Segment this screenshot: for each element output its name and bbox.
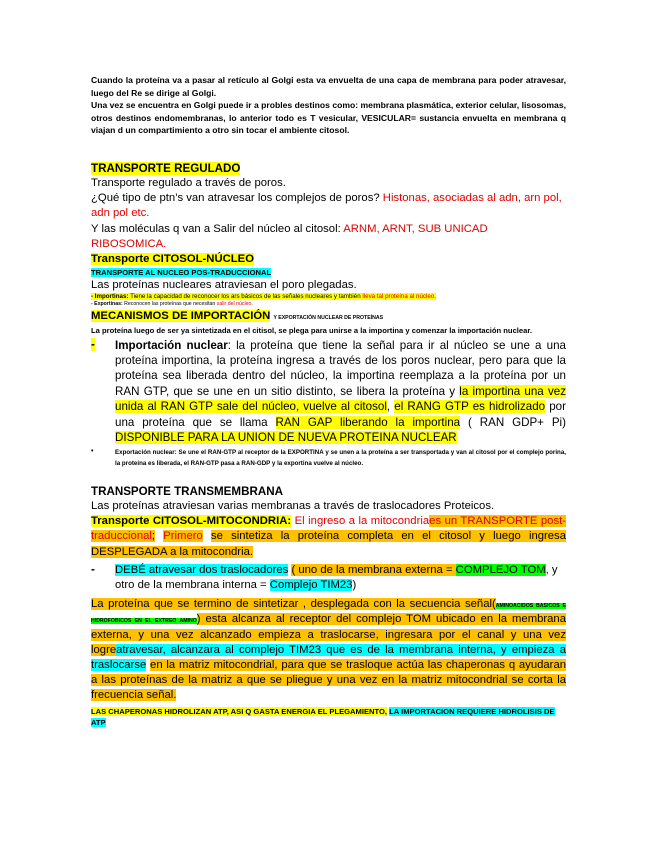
regulado-salir: Y las moléculas q van a Salir del núcleo al citosol: ARNM, ARNT, SUB UNICAD RIBOSOMICA. (91, 222, 488, 250)
final-note: LAS CHAPERONAS HIDROLIZAN ATP, ASI Q GASTA ENERGIA EL PLEGAMIENTO, LA IMPORTACION REQUIERE HIDROLISIS DE ATP (91, 706, 555, 727)
postrad-heading: TRANSPORTE AL NUCLEO POS-TRADUCCIONAL (91, 268, 272, 278)
import-text: Importación nuclear: la proteína que tiene la señal para ir al núcleo se une a una proteína importina, la proteína ingresa a través de los poros nuclear, pero para que la proteína sea liberada dentro del núcleo, la importina reemplaza a la proteína por un RAN GTP, que se une en un sitio distinto, se libera la proteína y la importina una vez unida al RAN GTP sale del núcleo, vuelve al citosol, el RANG GTP es hidrolizado por una proteína que se llama RAN GAP liberando la importina ( RAN GDP+ Pi) DISPONIBLE PARA LA UNION DE NUEVA PROTEINA NUCLEAR (115, 338, 566, 445)
export-text: Exportación nuclear: Se une el RAN-GTP al receptor de la EXPORTINA y se unen a la proteína a ser transportada y van al citosol por el complejo porina, la proteína es liberada, el RAN-GTP pasa a RAN-GDP y la exportina vuelve al núcleo. (115, 449, 566, 468)
import-bullet: - Importación nuclear: la proteína que tiene la señal para ir al núcleo se une a una proteína importina, la proteína ingresa a través de los poros nuclear, pero para que la proteína sea liberada dentro del núcleo, la importina reemplaza a la proteína por un RAN GTP, que se une en un sitio distinto, se libera la proteína y la importina una vez unida al RAN GTP sale del núcleo, vuelve al citosol, el RANG GTP es hidrolizado por una proteína que se llama RAN GAP liberando la importina ( RAN GDP+ Pi) DISPONIBLE PARA LA UNION DE NUEVA PROTEINA NUCLEAR (91, 337, 566, 445)
nuclear-line: Las proteínas nucleares atraviesan el poro plegadas. (91, 279, 357, 292)
mito-process-paragraph: La proteína que se termino de sintetizar , desplegada con la secuencia señal(AMINOACIDOS BASICOS E HIDROFOBICOS EN EL EXTREO AMINO) esta alcanza al receptor del complejo TOM ubicado en la membrana externa, y una vez alcanzado empieza a traslocarse, ingresara por el canal y una vez logreatravesar, alcanzara al complejo TIM23 que es de la membrana interna, y empieza a traslocarse en la matriz mitocondrial, para que se trasloque actúa las chaperonas q ayudaran a las proteínas de la matriz a que se pliegue y una vez en la matriz mitocondrial se corta la frecuencia señal. (91, 598, 567, 702)
intro-paragraph-2: Una vez se encuentra en Golgi puede ir a probles destinos como: membrana plasmática, exterior celular, lisosomas, otros destinos endomembranas, lo anterior todo es T vesicular, VESICULAR= sustancia envuelta en membrana q viajan d un compartimiento a otro sin tocar el ambiente citosol. (91, 100, 566, 136)
regulado-question: ¿Qué tipo de ptn’s van atravesar los complejos de poros? Histonas, asociadas al adn, arn pol, adn pol etc. (91, 192, 562, 220)
citosol-nucleo-heading: Transporte CITOSOL-NÚCLEO (91, 252, 254, 265)
section-heading-transmembrana: TRANSPORTE TRANSMEMBRANA (91, 485, 283, 499)
intro-paragraph-1: Cuando la proteína va a pasar al retículo al Golgi esta va envuelta de una capa de membrana para poder atravesar, luego del Re se dirige al Golgi. (91, 75, 566, 98)
section-heading-regulado: TRANSPORTE REGULADO (91, 161, 241, 175)
mecanismos-line: La proteína luego de ser ya sintetizada en el citisol, se plega para unirse a la importina y comenzar la importación nuclear. (91, 325, 533, 335)
intro-section (91, 74, 566, 137)
regulado-line: Transporte regulado a través de poros. (91, 176, 286, 189)
export-bullet: • Exportación nuclear: Se une el RAN-GTP al receptor de la EXPORTINA y se unen a la proteína a ser transportada y van al citosol por el complejo porina, la proteína es liberada, el RAN-GTP pasa a RAN-GDP y la exportina vuelve al núcleo. (91, 448, 566, 470)
mecanismos-heading: MECANISMOS DE IMPORTACIÓN Y EXPORTACIÓN NUCLEAR DE PROTEÍNAS (91, 310, 384, 323)
traslocadores-bullet: - DEBÉ atravesar dos traslocadores ( uno de la membrana externa = COMPLEJO TOM, y otro de la membrana interna = Complejo TIM23) (91, 563, 566, 593)
traslocadores-text: DEBÉ atravesar dos traslocadores ( uno de la membrana externa = COMPLEJO TOM, y otro de la membrana interna = Complejo TIM23) (115, 563, 558, 592)
document-content (91, 74, 566, 728)
exportinas-line: - Exportinas: Reconocen las proteínas que necesitan salir del núcleo. (91, 301, 253, 308)
trans-line: Las proteínas atraviesan varias membranas a través de traslocadores Proteicos. (91, 500, 495, 513)
mito-paragraph: Transporte CITOSOL-MITOCONDRIA: El ingreso a la mitocondriaes un TRANSPORTE post-traduccional; Primero se sintetiza la proteína completa en el citosol y luego ingresa DESPLEGADA a la mitocondria. (91, 515, 567, 558)
importinas-line: - Importinas: Tiene la capacidad de reconocer los ars básicos de las señales nucleares y también lleva tal proteína al núcleo. (91, 293, 437, 301)
